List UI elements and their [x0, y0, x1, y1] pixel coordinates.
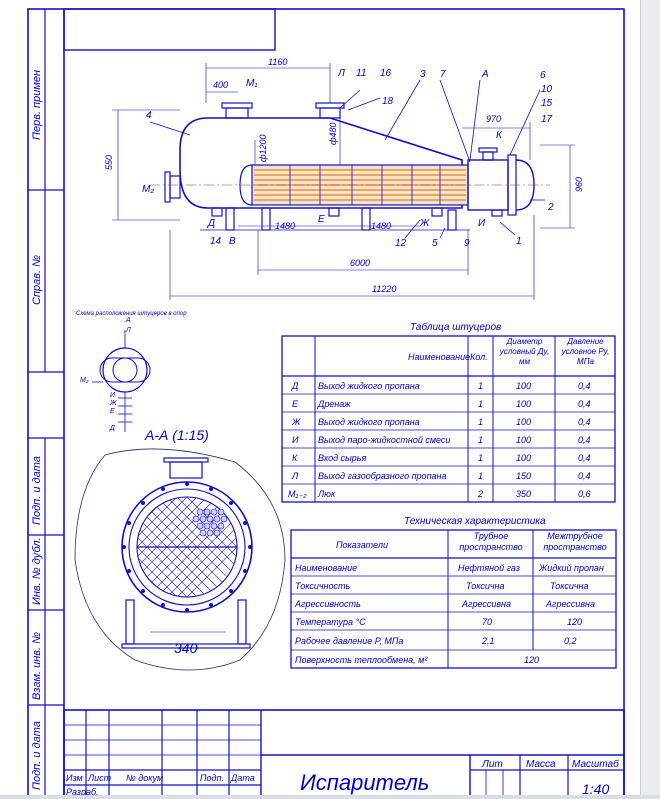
section-title: А-А (1:15) [145, 427, 209, 443]
tb-sign: Подп. [200, 773, 224, 783]
nz-r1-c1: Дренаж [318, 399, 351, 409]
tb-scale-label: Масштаб [572, 759, 619, 770]
dim-1480-a: 1480 [275, 221, 296, 231]
dim-11220: 11220 [372, 284, 397, 294]
tech-r4-c1: 2,1 [482, 636, 495, 646]
nz-r4-c4: 0,4 [578, 453, 591, 463]
manhole-m2 [170, 176, 180, 198]
tech-r2-c2: Агрессивна [546, 599, 596, 609]
label-M1: М₁ [246, 78, 258, 89]
nz-r5-c4: 0,4 [578, 471, 591, 481]
tech-table [291, 516, 616, 668]
nz-r2-c0: Ж [292, 417, 301, 427]
label-V: В [229, 236, 236, 247]
nz-r2-c1: Выход жидкого пропана [318, 417, 420, 427]
right-scrollbar[interactable] [640, 0, 660, 795]
label-L: Л [338, 68, 345, 79]
tech-r5-c0: Поверхность теплообмена, м² [295, 655, 428, 665]
nz-r6-c0: М₁₋₂ [288, 489, 307, 499]
tb-mass: Масса [526, 759, 556, 770]
callout-5: 5 [432, 238, 438, 249]
tb-doc: № докум [126, 773, 164, 783]
tb-lit: Лит [482, 759, 503, 770]
tech-r1-c0: Токсичность [295, 581, 351, 591]
nz-r6-c2: 2 [478, 489, 484, 499]
nz-r3-c1: Выход паро-жидкостной смеси [318, 435, 451, 445]
nz-r1-c4: 0,4 [578, 399, 591, 409]
callout-3: 3 [420, 69, 426, 80]
tech-r4-c2: 0,2 [564, 636, 577, 646]
tech-h-param: Показатели [336, 540, 388, 550]
support-1 [226, 208, 234, 230]
nz-r3-c2: 1 [478, 435, 484, 445]
scheme-label-a: А [126, 317, 131, 324]
dim-1480-b: 1480 [371, 221, 392, 231]
nz-r0-c3: 100 [516, 381, 532, 391]
nozzle-scheme [76, 311, 187, 432]
scheme-label-i: И [110, 392, 116, 399]
scheme-label-l: Л [126, 327, 131, 334]
stamp-podp-data-1: Подп. и дата [31, 456, 43, 525]
nz-r1-c2: 1 [478, 399, 484, 409]
callout-15: 15 [541, 98, 553, 109]
callout-17: 17 [541, 114, 553, 125]
nz-r6-c3: 350 [516, 489, 532, 499]
nz-r4-c2: 1 [478, 453, 484, 463]
dim-340: 340 [174, 640, 198, 656]
nozzle-h-press: Давление условное Ру, МПа [561, 337, 610, 366]
label-K: К [496, 130, 502, 141]
nozzle-table [282, 321, 615, 502]
nozzle-l [320, 108, 340, 118]
nz-r5-c1: Выход газообразного пропана [318, 471, 447, 481]
tb-product-name: Испаритель [300, 770, 430, 795]
tech-r5-c1: 120 [524, 655, 540, 665]
tech-r3-c1: 70 [482, 617, 493, 627]
support-2 [262, 208, 270, 230]
stamp-vzam-inv: Взам. инв. № [31, 631, 43, 700]
nz-r6-c1: Люк [318, 489, 336, 499]
support-4 [448, 210, 456, 230]
tech-table-title: Техническая характеристика [404, 516, 546, 527]
callout-4: 4 [146, 110, 152, 121]
label-E: Е [318, 214, 325, 225]
callout-2: 2 [548, 202, 554, 213]
dim-960: 960 [574, 176, 584, 192]
nozzle-k [483, 152, 493, 160]
nozzle-i [492, 210, 502, 216]
tb-scale-value: 1:40 [582, 781, 610, 795]
nz-r5-c0: Л [292, 471, 299, 481]
nz-r3-c4: 0,4 [578, 435, 591, 445]
stamp-podp-data-2: Подп. и дата [31, 721, 43, 790]
nz-r4-c1: Вход сырья [318, 453, 367, 463]
nz-r4-c0: К [292, 453, 298, 463]
label-Zh: Ж [420, 218, 430, 229]
tech-h-shell: Межтрубное пространство [543, 531, 607, 552]
dim-6000: 6000 [350, 258, 371, 268]
label-I: И [478, 218, 486, 229]
dim-400: 400 [213, 80, 229, 90]
nz-r4-c3: 100 [516, 453, 532, 463]
scheme-label-e: Е [110, 408, 115, 415]
nz-r1-c0: Е [292, 399, 299, 409]
callout-11: 11 [356, 68, 367, 79]
nozzle-h-qty: Кол. [470, 352, 488, 362]
dim-970: 970 [486, 114, 502, 124]
callout-6: 6 [540, 70, 546, 81]
tech-r0-c1: Нефтяной газ [458, 563, 520, 573]
callout-16: 16 [380, 68, 392, 79]
callout-1: 1 [516, 236, 522, 247]
tech-r2-c1: Агрессивна [462, 599, 512, 609]
nozzle-h-diam: Диаметр условный Ду, мм [499, 337, 550, 366]
dim-dia480: ф480 [328, 122, 338, 145]
nz-r5-c3: 150 [516, 471, 532, 481]
nozzle-h-name: Наименование [408, 352, 471, 362]
side-stamp [28, 9, 64, 795]
top-stamp [64, 9, 275, 50]
nz-r0-c4: 0,4 [578, 381, 591, 391]
stamp-perv-primen: Перв. примен [31, 69, 43, 140]
tech-r2-c0: Агрессивность [295, 599, 361, 609]
nz-r2-c4: 0,4 [578, 417, 591, 427]
dim-1160: 1160 [268, 57, 288, 67]
nz-r2-c2: 1 [478, 417, 484, 427]
callout-14: 14 [210, 236, 222, 247]
tb-izm: Изм [66, 773, 83, 783]
dim-dia1200: ф1200 [258, 134, 268, 162]
dim-550: 550 [104, 154, 114, 170]
label-D: Д [208, 218, 216, 229]
tech-r1-c2: Токсична [550, 581, 589, 591]
label-M2: М₂ [142, 184, 155, 195]
nozzle-table-title: Таблица штуцеров [410, 322, 502, 333]
title-block [64, 710, 624, 795]
callout-12: 12 [395, 238, 407, 249]
scheme-caption: Схема расположения штуцеров в опор [76, 311, 187, 317]
nz-r0-c1: Выход жидкого пропана [318, 381, 420, 391]
stamp-inv-dubl: Инв. № дубл. [31, 537, 43, 605]
nz-r2-c3: 100 [516, 417, 532, 427]
tech-r1-c1: Токсична [466, 581, 505, 591]
callout-18: 18 [382, 96, 394, 107]
nz-r0-c0: Д [292, 381, 299, 391]
tb-date: Дата [231, 773, 255, 783]
label-A: А [482, 69, 489, 80]
tech-h-tube: Трубное пространство [459, 531, 523, 552]
scheme-label-m2: М₂ [80, 377, 89, 384]
tb-razrab: Разраб. [66, 787, 99, 795]
nz-r3-c3: 100 [516, 435, 532, 445]
support-3 [362, 208, 370, 230]
section-a-a [50, 427, 304, 670]
callout-9: 9 [464, 238, 470, 249]
tech-r0-c2: Жидкий пропан [539, 563, 604, 573]
main-view [104, 57, 584, 300]
callout-7: 7 [440, 69, 446, 80]
nz-r5-c2: 1 [478, 471, 484, 481]
nz-r0-c2: 1 [478, 381, 484, 391]
nozzle-e [329, 208, 339, 216]
tb-list: Лист [88, 773, 112, 783]
tech-r3-c0: Температура °С [295, 617, 366, 627]
nz-r3-c0: И [292, 435, 299, 445]
scheme-label-d: Д [110, 425, 115, 432]
tech-r4-c0: Рабочее давление Р, МПа [295, 636, 404, 646]
stamp-sprav-no: Справ. № [31, 255, 43, 305]
callout-10: 10 [541, 84, 553, 95]
nozzle-zh [432, 208, 442, 216]
nz-r1-c3: 100 [516, 399, 532, 409]
tech-r0-c0: Наименование [295, 563, 358, 573]
nozzle-d [212, 208, 222, 216]
tech-r3-c2: 120 [567, 617, 583, 627]
nozzle-m1 [226, 108, 248, 118]
scheme-label-zh: Ж [110, 400, 117, 407]
nz-r6-c4: 0,6 [578, 489, 591, 499]
